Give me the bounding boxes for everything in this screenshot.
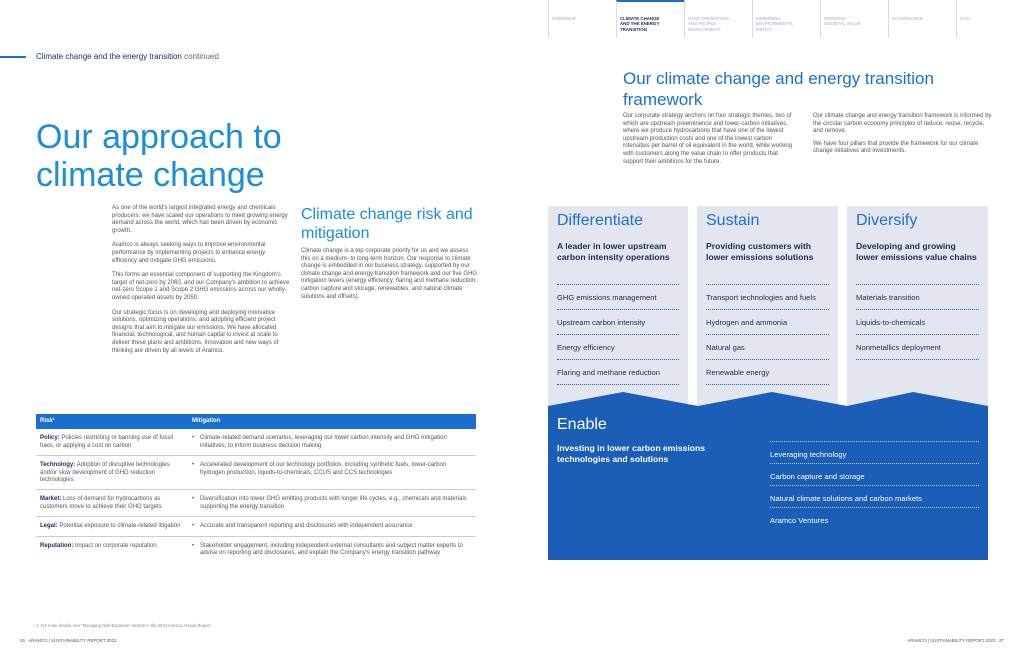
nav-tab-data[interactable]: DATA <box>956 0 1024 38</box>
enable-item: Leveraging technology <box>770 441 979 463</box>
pillar-item: Nonmetallics deployment <box>856 335 979 360</box>
risk-cell <box>36 429 188 455</box>
risk-column-header: Risk¹ <box>36 414 188 429</box>
pillar-item: GHG emissions management <box>557 285 679 310</box>
nav-tab-environmental-impact[interactable]: MINIMIZING ENVIRONMENTAL IMPACT <box>752 0 820 38</box>
footer-right <box>907 638 1004 643</box>
framework-principles-paragraph: Our climate change and energy transition framework is informed by the circular carbon economy principles of reduce, reuse, recycle, and remove. <box>813 113 992 135</box>
mitigation-cell <box>188 456 476 490</box>
intro-column <box>112 205 290 362</box>
enable-description: Investing in lower carbon emissions technologies and solutions <box>557 443 706 464</box>
risk-section-paragraph: Climate change is a top corporate priority for us and we assess this on a medium- to long-term horizon. Our response to climate change is embedded in our business strategy, supported by our climate change and energy transition framework and our five GHG mitigation levers (energy efficiency, flaring and methane reduction, carbon capture and storage, renewables, and natural climate solutions and offsets). <box>301 248 478 300</box>
table-row <box>36 517 476 536</box>
nav-tab-governance[interactable]: GOVERNANCE <box>888 0 956 38</box>
footer-brand-left: ARAMCO | SUSTAINABILITY REPORT 2023 <box>28 638 117 643</box>
section-name: Climate change and the energy transition <box>36 52 182 61</box>
footer-brand-right: ARAMCO | SUSTAINABILITY REPORT 2023 <box>907 638 996 643</box>
pillar-item: Flaring and methane reduction <box>557 360 679 385</box>
enable-item: Aramco Ventures <box>770 507 979 529</box>
mitigation-item: • Diversification into lower GHG emitting products with longer life cycles, e.g., chemicals and materials supporting the energy transition <box>192 496 472 511</box>
risk-cell <box>36 456 188 490</box>
table-row <box>36 456 476 490</box>
top-navigation <box>548 0 1024 38</box>
risk-name: Market: <box>40 496 62 503</box>
nav-tab-climate-change[interactable]: CLIMATE CHANGE AND THE ENERGY TRANSITION <box>616 0 684 38</box>
mitigation-cell <box>188 517 476 536</box>
nav-tab-overview[interactable]: OVERVIEW <box>548 0 616 38</box>
risk-cell <box>36 490 188 517</box>
risk-name: Legal: <box>40 523 58 530</box>
section-label <box>36 52 219 61</box>
intro-paragraph: As one of the world's largest integrated energy and chemicals producers, we have scaled our operations to meet growing energy demand across the world, which has been driven by economic growth. <box>112 205 288 234</box>
pillar-name: Differentiate <box>557 212 643 229</box>
table-row <box>36 429 476 455</box>
pillar-item: Hydrogen and ammonia <box>706 310 829 335</box>
table-row <box>36 490 476 517</box>
risk-description: Adoption of disruptive technologies and/or slow development of GHG reduction technologies <box>40 462 170 484</box>
risk-table <box>36 414 476 562</box>
mitigation-item: • Accurate and transparent reporting and disclosures with independent assurance <box>192 523 472 530</box>
framework-title: Our climate change and energy transition framework <box>623 69 934 109</box>
pillar-description: Providing customers with lower emissions solutions <box>706 241 829 285</box>
section-continued: continued <box>184 52 219 61</box>
nav-tab-societal-value[interactable]: GROWING SOCIETAL VALUE <box>820 0 888 38</box>
intro-paragraph: Aramco is always seeking ways to improve environmental performance by implementing projects to enhance energy efficiency and mitigate GHG emissions. <box>112 242 266 264</box>
mitigation-cell <box>188 490 476 517</box>
risk-name: Policy: <box>40 435 60 442</box>
risk-description: Policies restricting or banning use of fossil fuels, or applying a cost on carbon <box>40 435 174 449</box>
nav-tab-safe-operations[interactable]: SAFE OPERATIONS AND PEOPLE DEVELOPMENT <box>684 0 752 38</box>
enable-item: Natural climate solutions and carbon markets <box>770 485 979 507</box>
enable-name: Enable <box>557 416 607 433</box>
risk-name: Technology: <box>40 462 76 469</box>
page-number-right: 27 <box>999 638 1004 643</box>
footer-left <box>20 638 116 643</box>
intro-paragraph: Our strategic focus is on developing and deploying innovative solutions, optimizing operations, and adopting efficient project designs that aim to mitigate our emissions. We have allocated financial, technological, and human capital to invest at scale to deliver these plans and ambitions. Innovation and new ways of thinking are driven by all levels of Aramco. <box>112 309 279 354</box>
framework-pillars-paragraph: We have four pillars that provide the framework for our climate change initiatives and investments. <box>813 140 979 155</box>
mitigation-column-header: Mitigation <box>188 414 476 429</box>
footnote: 1. For more details, see "Managing Risk Exposure" section in the 2023 Aramco Annual Report. <box>36 623 212 628</box>
pillar-item: Energy efficiency <box>557 335 679 360</box>
risk-description: Potential exposure to climate-related litigation <box>59 523 181 530</box>
pillar-description: Developing and growing lower emissions value chains <box>856 241 979 285</box>
framework-intro: Our corporate strategy anchors on four strategic themes, two of which are upstream preeminence and lower-carbon initiatives, where we produce hydrocarbons that have one of the lowest upstream production costs and one of the lowest carbon intensities per barrel of oil equivalent in the world, while working with customers along the value chain to offer products that support their ambitions for the future. <box>623 113 793 165</box>
enable-items <box>770 441 979 529</box>
page-title: Our approach to climate change <box>36 118 282 194</box>
pillar-item: Liquids-to-chemicals <box>856 310 979 335</box>
mitigation-item: • Stakeholder engagement, including independent external consultants and subject matter experts to advise on reporting and disclosures, and explain the Company's energy transition pathway <box>192 543 472 558</box>
mitigation-cell <box>188 536 476 562</box>
page-number-left: 26 <box>20 638 25 643</box>
risk-table-header <box>36 414 476 429</box>
pillar-description: A leader in lower upstream carbon intensity operations <box>557 241 679 285</box>
risk-name: Reputation: <box>40 542 74 549</box>
mitigation-cell <box>188 429 476 455</box>
pillar-name: Sustain <box>706 212 760 229</box>
risk-section-title: Climate change risk and mitigation <box>301 206 473 242</box>
section-marker <box>0 56 26 58</box>
risk-description: Loss of demand for hydrocarbons as customers move to achieve their GHG targets <box>40 496 162 510</box>
pillar-name: Diversify <box>856 212 918 229</box>
pillar-item: Transport technologies and fuels <box>706 285 829 310</box>
pillar-item: Upstream carbon intensity <box>557 310 679 335</box>
enable-item: Carbon capture and storage <box>770 463 979 485</box>
pillar-item: Materials transition <box>856 285 979 310</box>
enable-roof-shape <box>548 370 988 410</box>
mitigation-item: • Accelerated development of our technology portfolios, including synthetic fuels, lower-carbon hydrogen production, liquids-to-chemicals, CCUS and CCS technologies <box>192 462 472 477</box>
table-row <box>36 536 476 562</box>
risk-description: Impact on corporate reputation <box>75 542 157 549</box>
mitigation-item: • Climate-related demand scenarios, leveraging our lower carbon intensity and GHG mitigation initiatives, to inform business decision making <box>192 435 472 450</box>
risk-cell <box>36 517 188 536</box>
pillar-item: Renewable energy <box>706 360 829 385</box>
pillar-item: Natural gas <box>706 335 829 360</box>
framework-principles <box>813 113 993 161</box>
intro-paragraph: This forms an essential component of supporting the Kingdom's target of net-zero by 2060, and our Company's ambition to achieve net-zero Scope 1 and Scope 2 GHG emissions across our wholly-owned operated assets by 2050. <box>112 272 290 301</box>
risk-cell <box>36 536 188 562</box>
